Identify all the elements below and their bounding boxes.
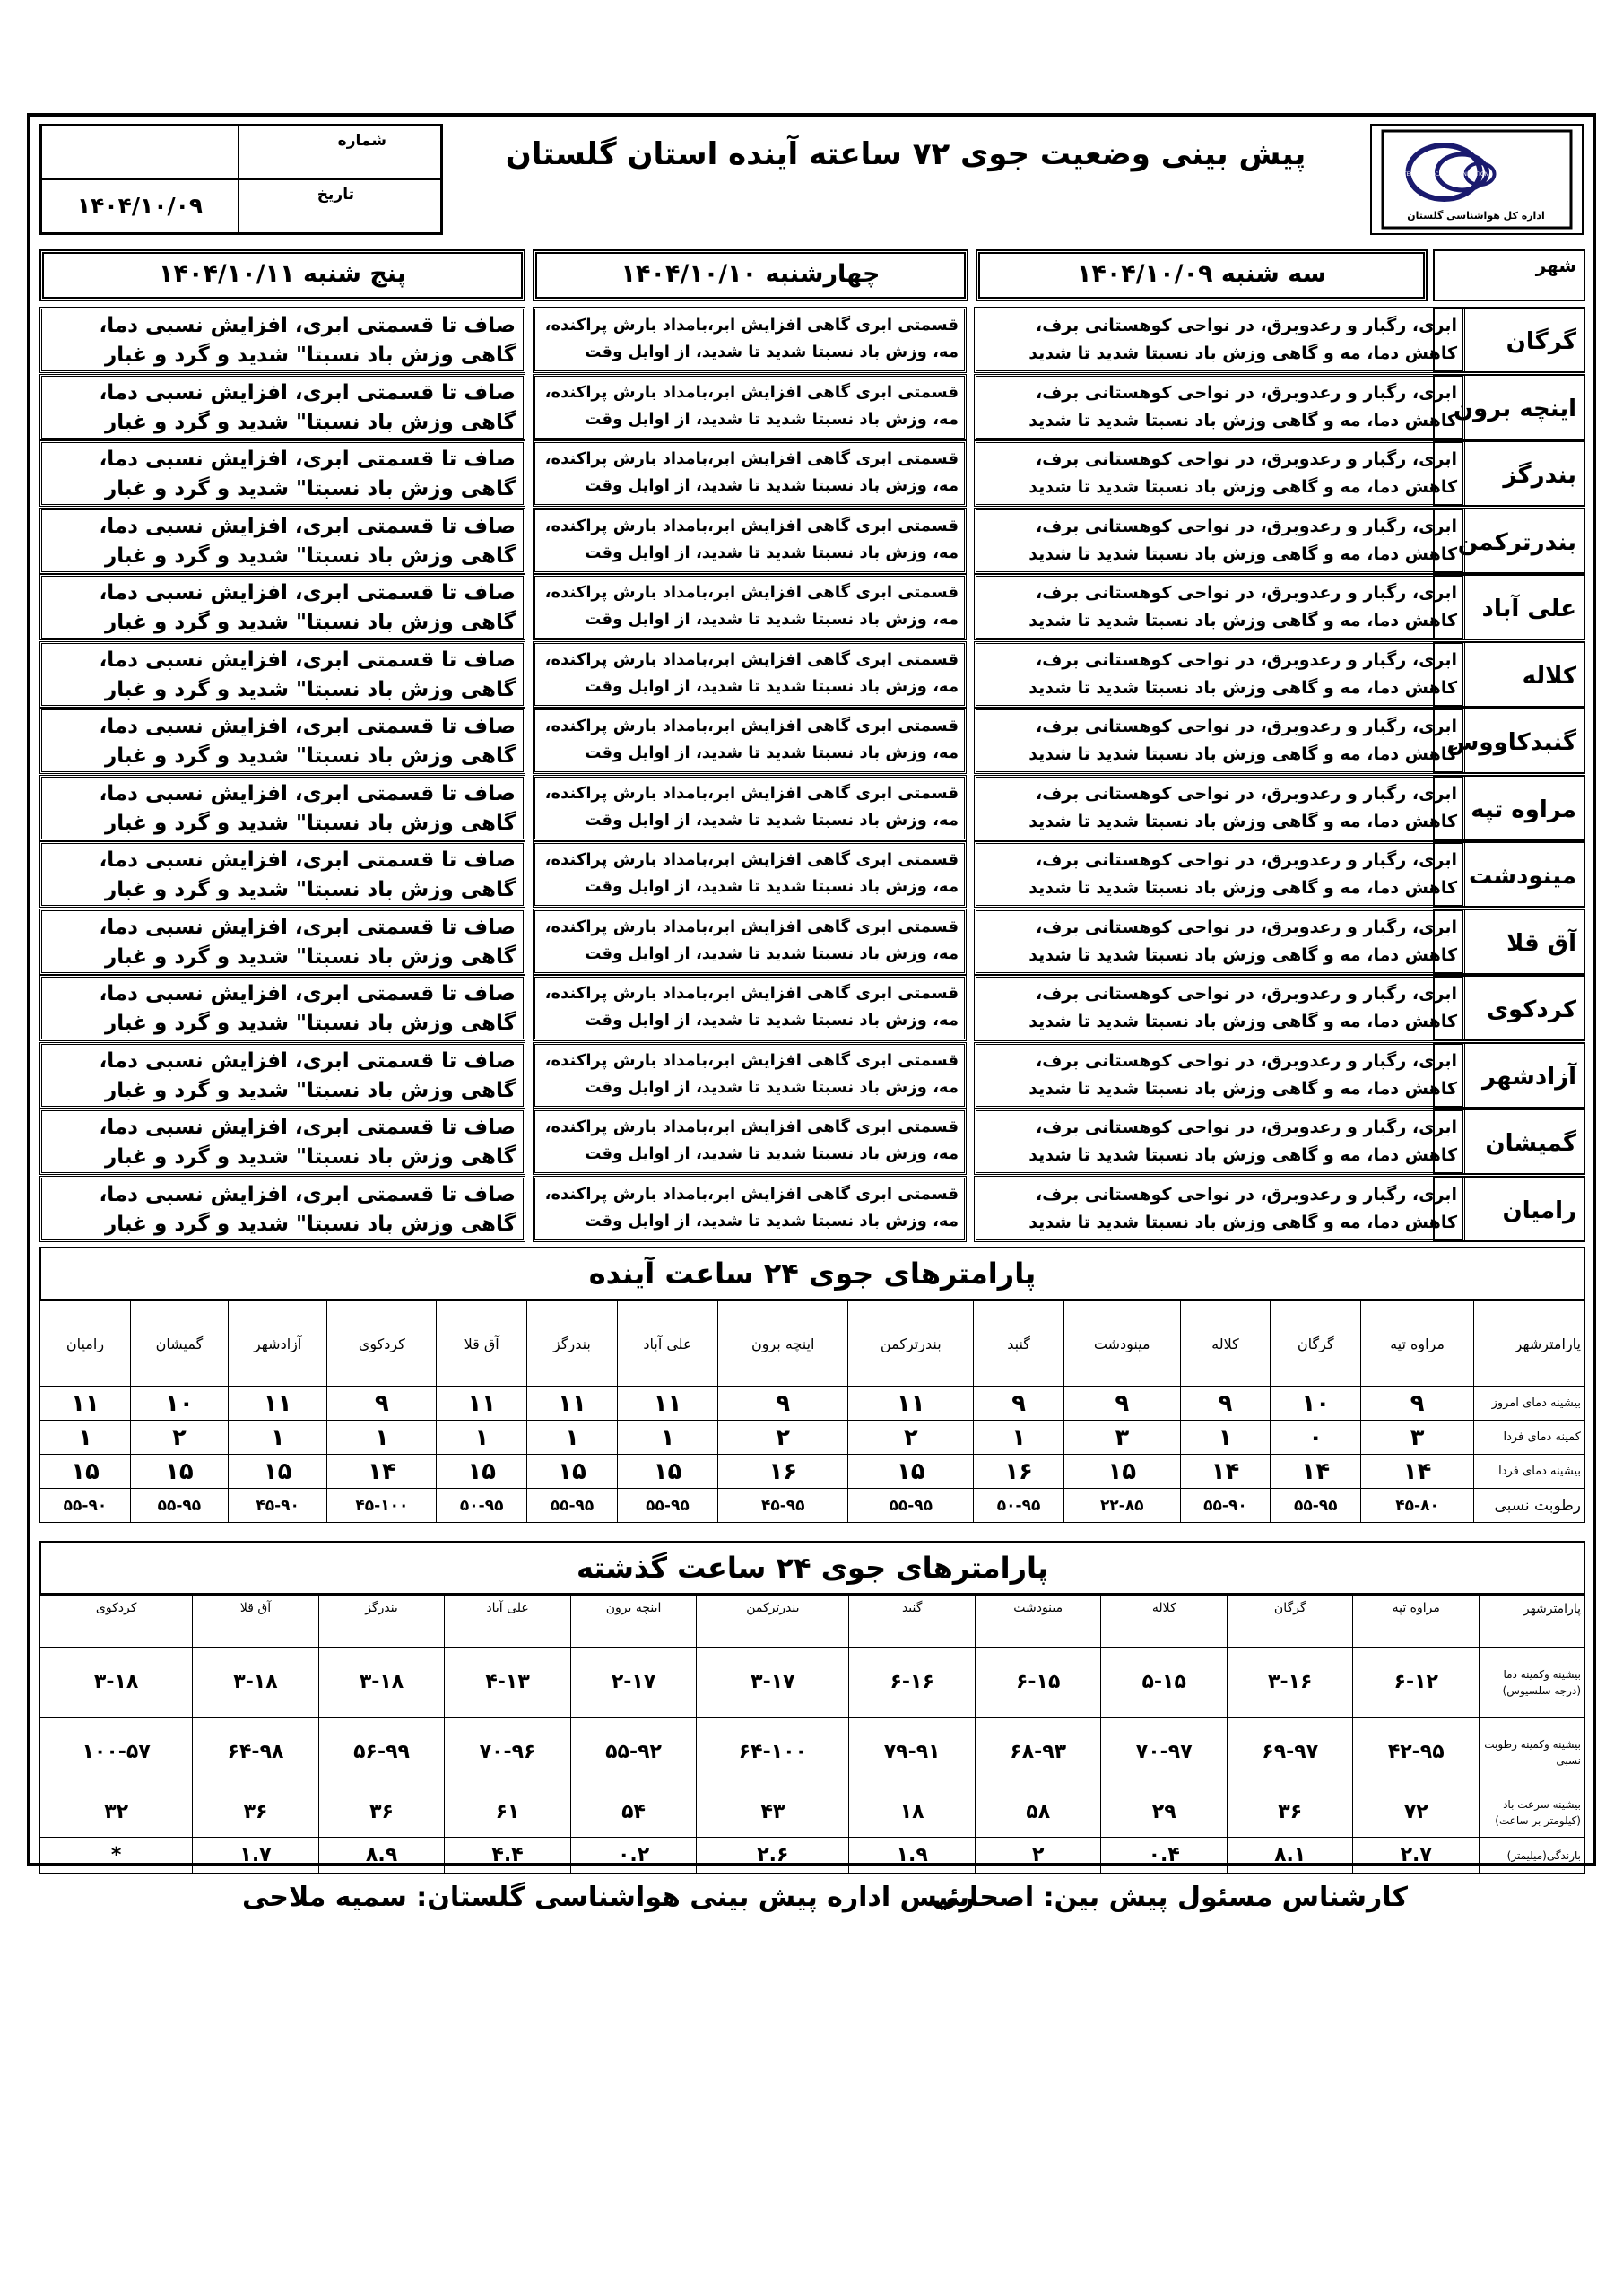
day3-forecast-cell: صاف تا قسمتی ابری، افزایش نسبی دما، گاهی وزش باد نسبتا" شدید و گرد و غبار bbox=[39, 1176, 525, 1242]
city-name-cell: اینچه برون bbox=[1433, 374, 1585, 440]
city-header-cell: گرگان bbox=[1227, 1596, 1353, 1648]
city-header-cell: گرگان bbox=[1271, 1301, 1361, 1387]
param-value-cell: ۸.۱ bbox=[1227, 1838, 1353, 1874]
city-name-cell: گنبدکاووس bbox=[1433, 708, 1585, 774]
param-value-cell: ۴.۴ bbox=[445, 1838, 571, 1874]
city-header-cell: کلاله bbox=[1180, 1301, 1271, 1387]
forecast-row bbox=[39, 775, 1585, 841]
param-value-cell: ۳-۱۸ bbox=[193, 1648, 319, 1718]
param-value-cell: ۴۵-۸۰ bbox=[1361, 1489, 1474, 1523]
day1-forecast-cell: ابری، رگبار و رعدوبرق، در نواحی کوهستانی برف، کاهش دما، مه و گاهی وزش باد نسبتا شدید تا شدید bbox=[974, 708, 1465, 774]
param-value-cell: ۱۱ bbox=[848, 1387, 974, 1421]
param-value-cell: ۵۴ bbox=[570, 1787, 697, 1838]
day1-forecast-cell: ابری، رگبار و رعدوبرق، در نواحی کوهستانی برف، کاهش دما، مه و گاهی وزش باد نسبتا شدید تا شدید bbox=[974, 440, 1465, 507]
number-date-box bbox=[39, 124, 443, 235]
param-value-cell: ۳ bbox=[1361, 1421, 1474, 1455]
day1-forecast-cell: ابری، رگبار و رعدوبرق، در نواحی کوهستانی برف، کاهش دما، مه و گاهی وزش باد نسبتا شدید تا شدید bbox=[974, 374, 1465, 440]
meteorological-logo bbox=[1370, 124, 1584, 235]
day1-forecast-cell: ابری، رگبار و رعدوبرق، در نواحی کوهستانی برف، کاهش دما، مه و گاهی وزش باد نسبتا شدید تا شدید bbox=[974, 508, 1465, 574]
city-header-cell: رامیان bbox=[40, 1301, 131, 1387]
city-name-cell: بندرگز bbox=[1433, 440, 1585, 507]
day2-forecast-cell: قسمتی ابری گاهی افزایش ابر،بامداد بارش پراکنده، مه، وزش باد نسبتا شدید تا شدید، از اوایل وقت bbox=[533, 708, 967, 774]
param-value-cell: ۹ bbox=[327, 1387, 437, 1421]
param-label-cell: بیشینه دمای فردا bbox=[1474, 1455, 1585, 1489]
param-value-cell: ۶۹-۹۷ bbox=[1227, 1718, 1353, 1787]
param-value-cell: ۱ bbox=[617, 1421, 717, 1455]
logo-icon bbox=[1372, 126, 1582, 233]
day1-forecast-cell: ابری، رگبار و رعدوبرق، در نواحی کوهستانی برف، کاهش دما، مه و گاهی وزش باد نسبتا شدید تا شدید bbox=[974, 775, 1465, 841]
city-name-cell: آزادشهر bbox=[1433, 1042, 1585, 1109]
next24-table bbox=[39, 1300, 1585, 1523]
day1-forecast-cell: ابری، رگبار و رعدوبرق، در نواحی کوهستانی برف، کاهش دما، مه و گاهی وزش باد نسبتا شدید تا شدید bbox=[974, 1042, 1465, 1109]
city-header-cell: گنبد bbox=[974, 1301, 1064, 1387]
day2-forecast-cell: قسمتی ابری گاهی افزایش ابر،بامداد بارش پراکنده، مه، وزش باد نسبتا شدید تا شدید، از اوایل وقت bbox=[533, 641, 967, 708]
past24-title: پارامترهای جوی ۲۴ ساعت گذشته bbox=[39, 1541, 1585, 1595]
day3-forecast-cell: صاف تا قسمتی ابری، افزایش نسبی دما، گاهی وزش باد نسبتا" شدید و گرد و غبار bbox=[39, 841, 525, 908]
param-value-cell: ۶۱ bbox=[445, 1787, 571, 1838]
day3-forecast-cell: صاف تا قسمتی ابری، افزایش نسبی دما، گاهی وزش باد نسبتا" شدید و گرد و غبار bbox=[39, 641, 525, 708]
param-value-cell: ۵۶-۹۹ bbox=[318, 1718, 445, 1787]
param-value-cell: ۵۵-۹۵ bbox=[130, 1489, 228, 1523]
day1-forecast-cell: ابری، رگبار و رعدوبرق، در نواحی کوهستانی برف، کاهش دما، مه و گاهی وزش باد نسبتا شدید تا شدید bbox=[974, 1109, 1465, 1175]
city-header-cell: بندرترکمن bbox=[848, 1301, 974, 1387]
param-value-cell: ۱۱ bbox=[40, 1387, 131, 1421]
param-value-cell: ۹ bbox=[718, 1387, 848, 1421]
forecast-row bbox=[39, 708, 1585, 774]
day3-forecast-cell: صاف تا قسمتی ابری، افزایش نسبی دما، گاهی وزش باد نسبتا" شدید و گرد و غبار bbox=[39, 775, 525, 841]
day3-forecast-cell: صاف تا قسمتی ابری، افزایش نسبی دما، گاهی وزش باد نسبتا" شدید و گرد و غبار bbox=[39, 975, 525, 1041]
param-value-cell: ۱۵ bbox=[527, 1455, 618, 1489]
day2-forecast-cell: قسمتی ابری گاهی افزایش ابر،بامداد بارش پراکنده، مه، وزش باد نسبتا شدید تا شدید، از اوایل وقت bbox=[533, 1176, 967, 1242]
day2-forecast-cell: قسمتی ابری گاهی افزایش ابر،بامداد بارش پراکنده، مه، وزش باد نسبتا شدید تا شدید، از اوایل وقت bbox=[533, 975, 967, 1041]
param-value-cell: ۲ bbox=[718, 1421, 848, 1455]
day1-forecast-cell: ابری، رگبار و رعدوبرق، در نواحی کوهستانی برف، کاهش دما، مه و گاهی وزش باد نسبتا شدید تا شدید bbox=[974, 307, 1465, 373]
param-value-cell: ۳-۱۷ bbox=[697, 1648, 849, 1718]
param-value-cell: ۷۹-۹۱ bbox=[849, 1718, 976, 1787]
param-value-cell: ۱.۹ bbox=[849, 1838, 976, 1874]
city-header-cell: کلاله bbox=[1101, 1596, 1228, 1648]
param-value-cell: ۱ bbox=[527, 1421, 618, 1455]
param-value-cell: * bbox=[40, 1838, 193, 1874]
next24-title: پارامترهای جوی ۲۴ ساعت آینده bbox=[39, 1247, 1585, 1300]
param-value-cell: ۸.۹ bbox=[318, 1838, 445, 1874]
param-value-cell: ۵۵-۹۵ bbox=[527, 1489, 618, 1523]
param-label-cell: بارندگی(میلیمتر) bbox=[1480, 1838, 1585, 1874]
city-name-cell: بندرترکمن bbox=[1433, 508, 1585, 574]
day1-forecast-cell: ابری، رگبار و رعدوبرق، در نواحی کوهستانی برف، کاهش دما، مه و گاهی وزش باد نسبتا شدید تا شدید bbox=[974, 574, 1465, 640]
param-label-cell: بیشینه وکمینه دما (درجه سلسیوس) bbox=[1480, 1648, 1585, 1718]
param-value-cell: ۴۲-۹۵ bbox=[1353, 1718, 1480, 1787]
param-header-cell: پارامترشهر bbox=[1480, 1596, 1585, 1648]
param-value-cell: ۱۴ bbox=[327, 1455, 437, 1489]
param-value-cell: ۲ bbox=[975, 1838, 1101, 1874]
param-value-cell: ۱۰ bbox=[1271, 1387, 1361, 1421]
city-header-cell: اینچه برون bbox=[570, 1596, 697, 1648]
city-header-cell: مراوه تپه bbox=[1361, 1301, 1474, 1387]
page-title: پیش بینی وضعیت جوی ۷۲ ساعته آینده استان گلستان bbox=[505, 136, 1306, 172]
param-value-cell: ۴-۱۳ bbox=[445, 1648, 571, 1718]
forecast-row bbox=[39, 641, 1585, 708]
city-name-cell: کلاله bbox=[1433, 641, 1585, 708]
param-value-cell: ۵-۱۵ bbox=[1101, 1648, 1228, 1718]
param-value-cell: ۳ bbox=[1063, 1421, 1180, 1455]
param-value-cell: ۲۲-۸۵ bbox=[1063, 1489, 1180, 1523]
day1-forecast-cell: ابری، رگبار و رعدوبرق، در نواحی کوهستانی برف، کاهش دما، مه و گاهی وزش باد نسبتا شدید تا شدید bbox=[974, 975, 1465, 1041]
date-label: تاریخ bbox=[239, 179, 441, 233]
past24-table bbox=[39, 1595, 1585, 1874]
forecast-row bbox=[39, 508, 1585, 574]
number-label: شماره bbox=[239, 126, 441, 179]
forecast-row bbox=[39, 1176, 1585, 1242]
param-value-cell: ۲.۷ bbox=[1353, 1838, 1480, 1874]
param-value-cell: ۷۰-۹۶ bbox=[445, 1718, 571, 1787]
city-header-cell: علی آباد bbox=[617, 1301, 717, 1387]
day2-forecast-cell: قسمتی ابری گاهی افزایش ابر،بامداد بارش پراکنده، مه، وزش باد نسبتا شدید تا شدید، از اوایل وقت bbox=[533, 1109, 967, 1175]
city-header-cell: بندرگز bbox=[527, 1301, 618, 1387]
day3-forecast-cell: صاف تا قسمتی ابری، افزایش نسبی دما، گاهی وزش باد نسبتا" شدید و گرد و غبار bbox=[39, 708, 525, 774]
param-value-cell: ۵۵-۹۵ bbox=[1271, 1489, 1361, 1523]
param-value-cell: ۶-۱۲ bbox=[1353, 1648, 1480, 1718]
forecast-row bbox=[39, 1109, 1585, 1175]
param-value-cell: ۱۱ bbox=[437, 1387, 527, 1421]
param-value-cell: ۵۵-۹۵ bbox=[617, 1489, 717, 1523]
city-header-cell: آزادشهر bbox=[228, 1301, 327, 1387]
city-header-cell: آق قلا bbox=[437, 1301, 527, 1387]
param-value-cell: ۲.۶ bbox=[697, 1838, 849, 1874]
city-name-cell: کردکوی bbox=[1433, 975, 1585, 1041]
param-value-cell: ۱۴ bbox=[1271, 1455, 1361, 1489]
param-value-cell: ۱۴ bbox=[1361, 1455, 1474, 1489]
param-value-cell: ۱۱ bbox=[527, 1387, 618, 1421]
day1-forecast-cell: ابری، رگبار و رعدوبرق، در نواحی کوهستانی برف، کاهش دما، مه و گاهی وزش باد نسبتا شدید تا شدید bbox=[974, 1176, 1465, 1242]
param-header-cell: پارامترشهر bbox=[1474, 1301, 1585, 1387]
param-value-cell: ۱ bbox=[1180, 1421, 1271, 1455]
city-header-cell: مینودشت bbox=[1063, 1301, 1180, 1387]
param-value-cell: ۴۵-۹۵ bbox=[718, 1489, 848, 1523]
forecast-row bbox=[39, 307, 1585, 373]
day2-forecast-cell: قسمتی ابری گاهی افزایش ابر،بامداد بارش پراکنده، مه، وزش باد نسبتا شدید تا شدید، از اوایل وقت bbox=[533, 508, 967, 574]
day3-forecast-cell: صاف تا قسمتی ابری، افزایش نسبی دما، گاهی وزش باد نسبتا" شدید و گرد و غبار bbox=[39, 1042, 525, 1109]
param-value-cell: ۰ bbox=[1271, 1421, 1361, 1455]
param-label-cell: کمینه دمای فردا bbox=[1474, 1421, 1585, 1455]
city-name-cell: علی آباد bbox=[1433, 574, 1585, 640]
param-value-cell: ۲ bbox=[130, 1421, 228, 1455]
city-name-cell: گمیشان bbox=[1433, 1109, 1585, 1175]
city-header-cell: مینودشت bbox=[975, 1596, 1101, 1648]
day3-forecast-cell: صاف تا قسمتی ابری، افزایش نسبی دما، گاهی وزش باد نسبتا" شدید و گرد و غبار bbox=[39, 574, 525, 640]
param-value-cell: ۵۰-۹۵ bbox=[974, 1489, 1064, 1523]
param-value-cell: ۱۵ bbox=[40, 1455, 131, 1489]
city-header-cell: آق قلا bbox=[193, 1596, 319, 1648]
param-value-cell: ۱۵ bbox=[228, 1455, 327, 1489]
param-value-cell: ۷۲ bbox=[1353, 1787, 1480, 1838]
param-value-cell: ۶۴-۹۸ bbox=[193, 1718, 319, 1787]
day3-forecast-cell: صاف تا قسمتی ابری، افزایش نسبی دما، گاهی وزش باد نسبتا" شدید و گرد و غبار bbox=[39, 307, 525, 373]
date-value: ۱۴۰۴/۱۰/۰۹ bbox=[41, 179, 239, 233]
param-value-cell: ۱۵ bbox=[1063, 1455, 1180, 1489]
param-value-cell: ۱۵ bbox=[130, 1455, 228, 1489]
param-value-cell: ۴۳ bbox=[697, 1787, 849, 1838]
param-value-cell: ۶-۱۵ bbox=[975, 1648, 1101, 1718]
param-value-cell: ۲ bbox=[848, 1421, 974, 1455]
head-signature: رئیس اداره پیش بینی هواشناسی گلستان: سمیه ملاحی bbox=[242, 1882, 975, 1913]
param-value-cell: ۳۶ bbox=[1227, 1787, 1353, 1838]
city-name-cell: مراوه تپه bbox=[1433, 775, 1585, 841]
day2-forecast-cell: قسمتی ابری گاهی افزایش ابر،بامداد بارش پراکنده، مه، وزش باد نسبتا شدید تا شدید، از اوایل وقت bbox=[533, 909, 967, 975]
param-value-cell: ۵۵-۹۰ bbox=[40, 1489, 131, 1523]
param-value-cell: ۴۵-۱۰۰ bbox=[327, 1489, 437, 1523]
city-name-cell: مینودشت bbox=[1433, 841, 1585, 908]
svg-text:اداره کل هواشناسی گلستان: اداره کل هواشناسی گلستان bbox=[1407, 210, 1545, 222]
day2-forecast-cell: قسمتی ابری گاهی افزایش ابر،بامداد بارش پراکنده، مه، وزش باد نسبتا شدید تا شدید، از اوایل وقت bbox=[533, 574, 967, 640]
city-column-header: شهر bbox=[1433, 249, 1585, 301]
param-value-cell: ۶۸-۹۳ bbox=[975, 1718, 1101, 1787]
param-value-cell: ۱ bbox=[327, 1421, 437, 1455]
day1-header: سه شنبه ۱۴۰۴/۱۰/۰۹ bbox=[976, 249, 1428, 301]
day2-forecast-cell: قسمتی ابری گاهی افزایش ابر،بامداد بارش پراکنده، مه، وزش باد نسبتا شدید تا شدید، از اوایل وقت bbox=[533, 775, 967, 841]
day1-forecast-cell: ابری، رگبار و رعدوبرق، در نواحی کوهستانی برف، کاهش دما، مه و گاهی وزش باد نسبتا شدید تا شدید bbox=[974, 841, 1465, 908]
param-value-cell: ۵۵-۹۲ bbox=[570, 1718, 697, 1787]
city-header-cell: علی آباد bbox=[445, 1596, 571, 1648]
param-value-cell: ۷۰-۹۷ bbox=[1101, 1718, 1228, 1787]
param-value-cell: ۱.۷ bbox=[193, 1838, 319, 1874]
param-value-cell: ۱۶ bbox=[718, 1455, 848, 1489]
param-value-cell: ۱۴ bbox=[1180, 1455, 1271, 1489]
forecast-row bbox=[39, 574, 1585, 640]
day3-forecast-cell: صاف تا قسمتی ابری، افزایش نسبی دما، گاهی وزش باد نسبتا" شدید و گرد و غبار bbox=[39, 440, 525, 507]
day2-forecast-cell: قسمتی ابری گاهی افزایش ابر،بامداد بارش پراکنده، مه، وزش باد نسبتا شدید تا شدید، از اوایل وقت bbox=[533, 1042, 967, 1109]
city-name-cell: گرگان bbox=[1433, 307, 1585, 373]
day3-header: پنج شنبه ۱۴۰۴/۱۰/۱۱ bbox=[39, 249, 525, 301]
city-header-cell: بندرترکمن bbox=[697, 1596, 849, 1648]
city-name-cell: رامیان bbox=[1433, 1176, 1585, 1242]
param-value-cell: ۳-۱۸ bbox=[40, 1648, 193, 1718]
param-value-cell: ۶۴-۱۰۰ bbox=[697, 1718, 849, 1787]
param-label-cell: بیشینه سرعت باد (کیلومتر بر ساعت) bbox=[1480, 1787, 1585, 1838]
param-value-cell: ۳-۱۶ bbox=[1227, 1648, 1353, 1718]
param-value-cell: ۱۰۰-۵۷ bbox=[40, 1718, 193, 1787]
param-value-cell: ۳۲ bbox=[40, 1787, 193, 1838]
city-header-cell: بندرگز bbox=[318, 1596, 445, 1648]
param-value-cell: ۱۱ bbox=[228, 1387, 327, 1421]
param-value-cell: ۵۰-۹۵ bbox=[437, 1489, 527, 1523]
param-value-cell: ۱ bbox=[437, 1421, 527, 1455]
city-header-cell: کردکوی bbox=[40, 1596, 193, 1648]
param-value-cell: ۴۵-۹۰ bbox=[228, 1489, 327, 1523]
param-value-cell: ۱۵ bbox=[848, 1455, 974, 1489]
forecast-row bbox=[39, 841, 1585, 908]
day2-header: چهارشنبه ۱۴۰۴/۱۰/۱۰ bbox=[533, 249, 968, 301]
city-header-cell: کردکوی bbox=[327, 1301, 437, 1387]
number-value-cell bbox=[41, 126, 239, 179]
day2-forecast-cell: قسمتی ابری گاهی افزایش ابر،بامداد بارش پراکنده، مه، وزش باد نسبتا شدید تا شدید، از اوایل وقت bbox=[533, 440, 967, 507]
forecast-row bbox=[39, 374, 1585, 440]
param-label-cell: رطوبت نسبی bbox=[1474, 1489, 1585, 1523]
day3-forecast-cell: صاف تا قسمتی ابری، افزایش نسبی دما، گاهی وزش باد نسبتا" شدید و گرد و غبار bbox=[39, 1109, 525, 1175]
city-header-cell: مراوه تپه bbox=[1353, 1596, 1480, 1648]
city-header-cell: اینچه برون bbox=[718, 1301, 848, 1387]
param-value-cell: ۹ bbox=[1361, 1387, 1474, 1421]
param-value-cell: ۹ bbox=[1180, 1387, 1271, 1421]
day3-forecast-cell: صاف تا قسمتی ابری، افزایش نسبی دما، گاهی وزش باد نسبتا" شدید و گرد و غبار bbox=[39, 909, 525, 975]
expert-signature: کارشناس مسئول پیش بین: اصحابی bbox=[932, 1882, 1408, 1913]
param-value-cell: ۰.۲ bbox=[570, 1838, 697, 1874]
param-value-cell: ۵۵-۹۵ bbox=[848, 1489, 974, 1523]
param-label-cell: بیشینه دمای امروز bbox=[1474, 1387, 1585, 1421]
param-label-cell: بیشینه وکمینه رطوبت نسبی bbox=[1480, 1718, 1585, 1787]
param-value-cell: ۱۱ bbox=[617, 1387, 717, 1421]
day2-forecast-cell: قسمتی ابری گاهی افزایش ابر،بامداد بارش پراکنده، مه، وزش باد نسبتا شدید تا شدید، از اوایل وقت bbox=[533, 374, 967, 440]
forecast-row bbox=[39, 1042, 1585, 1109]
param-value-cell: ۳-۱۸ bbox=[318, 1648, 445, 1718]
param-value-cell: ۱ bbox=[228, 1421, 327, 1455]
param-value-cell: ۲-۱۷ bbox=[570, 1648, 697, 1718]
param-value-cell: ۳۶ bbox=[318, 1787, 445, 1838]
day3-forecast-cell: صاف تا قسمتی ابری، افزایش نسبی دما، گاهی وزش باد نسبتا" شدید و گرد و غبار bbox=[39, 374, 525, 440]
param-value-cell: ۳۶ bbox=[193, 1787, 319, 1838]
city-header-cell: گنبد bbox=[849, 1596, 976, 1648]
forecast-row bbox=[39, 975, 1585, 1041]
city-header-cell: گمیشان bbox=[130, 1301, 228, 1387]
param-value-cell: ۱۶ bbox=[974, 1455, 1064, 1489]
param-value-cell: ۱ bbox=[40, 1421, 131, 1455]
day1-forecast-cell: ابری، رگبار و رعدوبرق، در نواحی کوهستانی برف، کاهش دما، مه و گاهی وزش باد نسبتا شدید تا شدید bbox=[974, 909, 1465, 975]
city-name-cell: آق قلا bbox=[1433, 909, 1585, 975]
param-value-cell: ۱۸ bbox=[849, 1787, 976, 1838]
day3-forecast-cell: صاف تا قسمتی ابری، افزایش نسبی دما، گاهی وزش باد نسبتا" شدید و گرد و غبار bbox=[39, 508, 525, 574]
forecast-row bbox=[39, 440, 1585, 507]
param-value-cell: ۱۵ bbox=[437, 1455, 527, 1489]
param-value-cell: ۹ bbox=[974, 1387, 1064, 1421]
param-value-cell: ۱ bbox=[974, 1421, 1064, 1455]
param-value-cell: ۱۵ bbox=[617, 1455, 717, 1489]
param-value-cell: ۶-۱۶ bbox=[849, 1648, 976, 1718]
param-value-cell: ۲۹ bbox=[1101, 1787, 1228, 1838]
param-value-cell: ۱۰ bbox=[130, 1387, 228, 1421]
forecast-row bbox=[39, 909, 1585, 975]
day2-forecast-cell: قسمتی ابری گاهی افزایش ابر،بامداد بارش پراکنده، مه، وزش باد نسبتا شدید تا شدید، از اوایل وقت bbox=[533, 841, 967, 908]
day2-forecast-cell: قسمتی ابری گاهی افزایش ابر،بامداد بارش پراکنده، مه، وزش باد نسبتا شدید تا شدید، از اوایل وقت bbox=[533, 307, 967, 373]
svg-text:METEOROLOGICAL ORGANIZATION: METEOROLOGICAL ORGANIZATION bbox=[1394, 171, 1489, 178]
param-value-cell: ۵۵-۹۰ bbox=[1180, 1489, 1271, 1523]
param-value-cell: ۰.۴ bbox=[1101, 1838, 1228, 1874]
param-value-cell: ۵۸ bbox=[975, 1787, 1101, 1838]
param-value-cell: ۹ bbox=[1063, 1387, 1180, 1421]
day1-forecast-cell: ابری، رگبار و رعدوبرق، در نواحی کوهستانی برف، کاهش دما، مه و گاهی وزش باد نسبتا شدید تا شدید bbox=[974, 641, 1465, 708]
